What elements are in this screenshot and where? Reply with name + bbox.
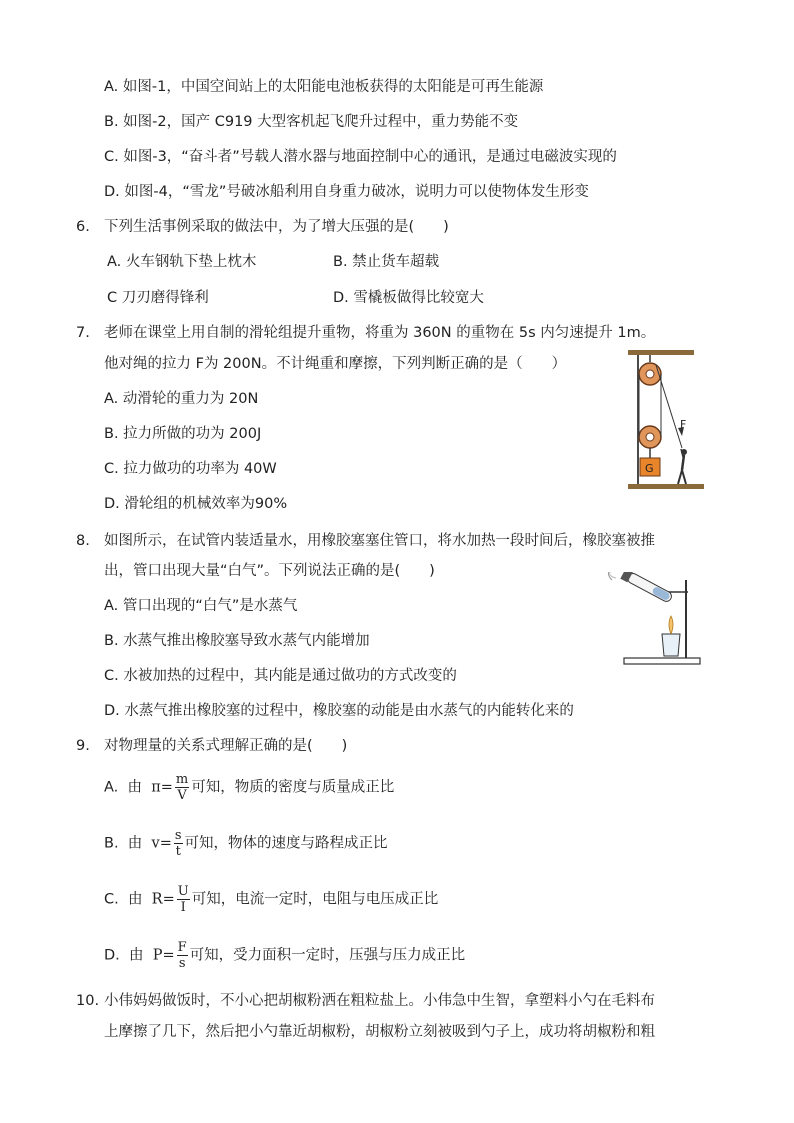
q8-stem-line2: 出，管口出现大量“白气”。下列说法正确的是( ) (104, 563, 435, 579)
pulley-figure (626, 348, 706, 494)
q8-option-a: A. 管口出现的“白气”是水蒸气 (104, 598, 298, 614)
q6-option-b: B. 禁止货车超载 (333, 254, 440, 270)
q7-option-b: B. 拉力所做的功为 200J (104, 426, 262, 442)
q5-option-a: A. 如图-1，中国空间站上的太阳能电池板获得的太阳能是可再生能源 (104, 79, 544, 95)
q9-option-a: A. 由 π= $\frac{m}{V}$ 可知，物质的密度与质量成正比 (104, 772, 395, 803)
q5-option-b: B. 如图-2，国产 C919 大型客机起飞爬升过程中，重力势能不变 (104, 114, 519, 130)
q8-number: 8. (76, 533, 90, 549)
q8-stem-line1: 如图所示，在试管内装适量水，用橡胶塞塞住管口，将水加热一段时间后，橡胶塞被推 (104, 533, 655, 549)
q8-option-d: D. 水蒸气推出橡胶塞的过程中，橡胶塞的动能是由水蒸气的内能转化来的 (104, 703, 574, 719)
q7-stem-line2: 他对绳的拉力 F为 200N。不计绳重和摩擦，下列判断正确的是（ ） (104, 356, 567, 372)
q7-option-c: C. 拉力做功的功率为 40W (104, 461, 277, 477)
q7-stem-line1: 老师在课堂上用自制的滑轮组提升重物，将重为 360N 的重物在 5s 内匀速提升 1m。 (104, 325, 656, 341)
force-label: F (680, 418, 687, 431)
test-tube-figure (604, 572, 704, 670)
q9-number: 9. (76, 738, 90, 754)
alcohol-lamp (662, 634, 680, 656)
q10-stem-line2: 上摩擦了几下，然后把小勺靠近胡椒粉，胡椒粉立刻被吸到勺子上，成功将胡椒粉和粗 (104, 1024, 655, 1040)
q9-stem: 对物理量的关系式理解正确的是( ) (104, 738, 348, 754)
q6-number: 6. (76, 219, 90, 235)
q6-option-d: D. 雪橇板做得比较宽大 (333, 290, 484, 306)
q8-option-b: B. 水蒸气推出橡胶塞导致水蒸气内能增加 (104, 633, 370, 649)
q9-option-b: B. 由 v= $\frac{s}{t}$ 可知，物体的速度与路程成正比 (104, 828, 388, 859)
flame (669, 616, 673, 634)
q10-number: 10. (76, 993, 100, 1009)
ceiling-beam (628, 350, 694, 355)
q7-option-d: D. 滑轮组的机械效率为90% (104, 496, 288, 512)
weight-label: G (645, 462, 654, 475)
q6-stem: 下列生活事例采取的做法中，为了增大压强的是( ) (104, 219, 449, 235)
q5-option-d: D. 如图-4，“雪龙”号破冰船利用自身重力破冰，说明力可以使物体发生形变 (104, 184, 589, 200)
q10-stem-line1: 小伟妈妈做饭时，不小心把胡椒粉洒在粗粒盐上。小伟急中生智，拿塑料小勺在毛料布 (104, 993, 655, 1009)
q6-option-a: A. 火车钢轨下垫上枕木 (107, 254, 257, 270)
q5-option-c: C. 如图-3，“奋斗者”号载人潜水器与地面控制中心的通讯，是通过电磁波实现的 (104, 149, 617, 165)
stand-base (624, 658, 700, 664)
q9-option-c: C. 由 R= $\frac{U}{I}$ 可知，电流一定时，电阻与电压成正比 (104, 884, 439, 915)
q8-option-c: C. 水被加热的过程中，其内能是通过做功的方式改变的 (104, 668, 457, 684)
q7-number: 7. (76, 325, 90, 341)
q7-option-a: A. 动滑轮的重力为 20N (104, 391, 259, 407)
floor (628, 484, 704, 489)
q6-option-c: C 刀刃磨得锋利 (107, 290, 209, 306)
q9-option-d: D. 由 P= $\frac{F}{s}$ 可知，受力面积一定时，压强与压力成正比 (104, 940, 466, 971)
